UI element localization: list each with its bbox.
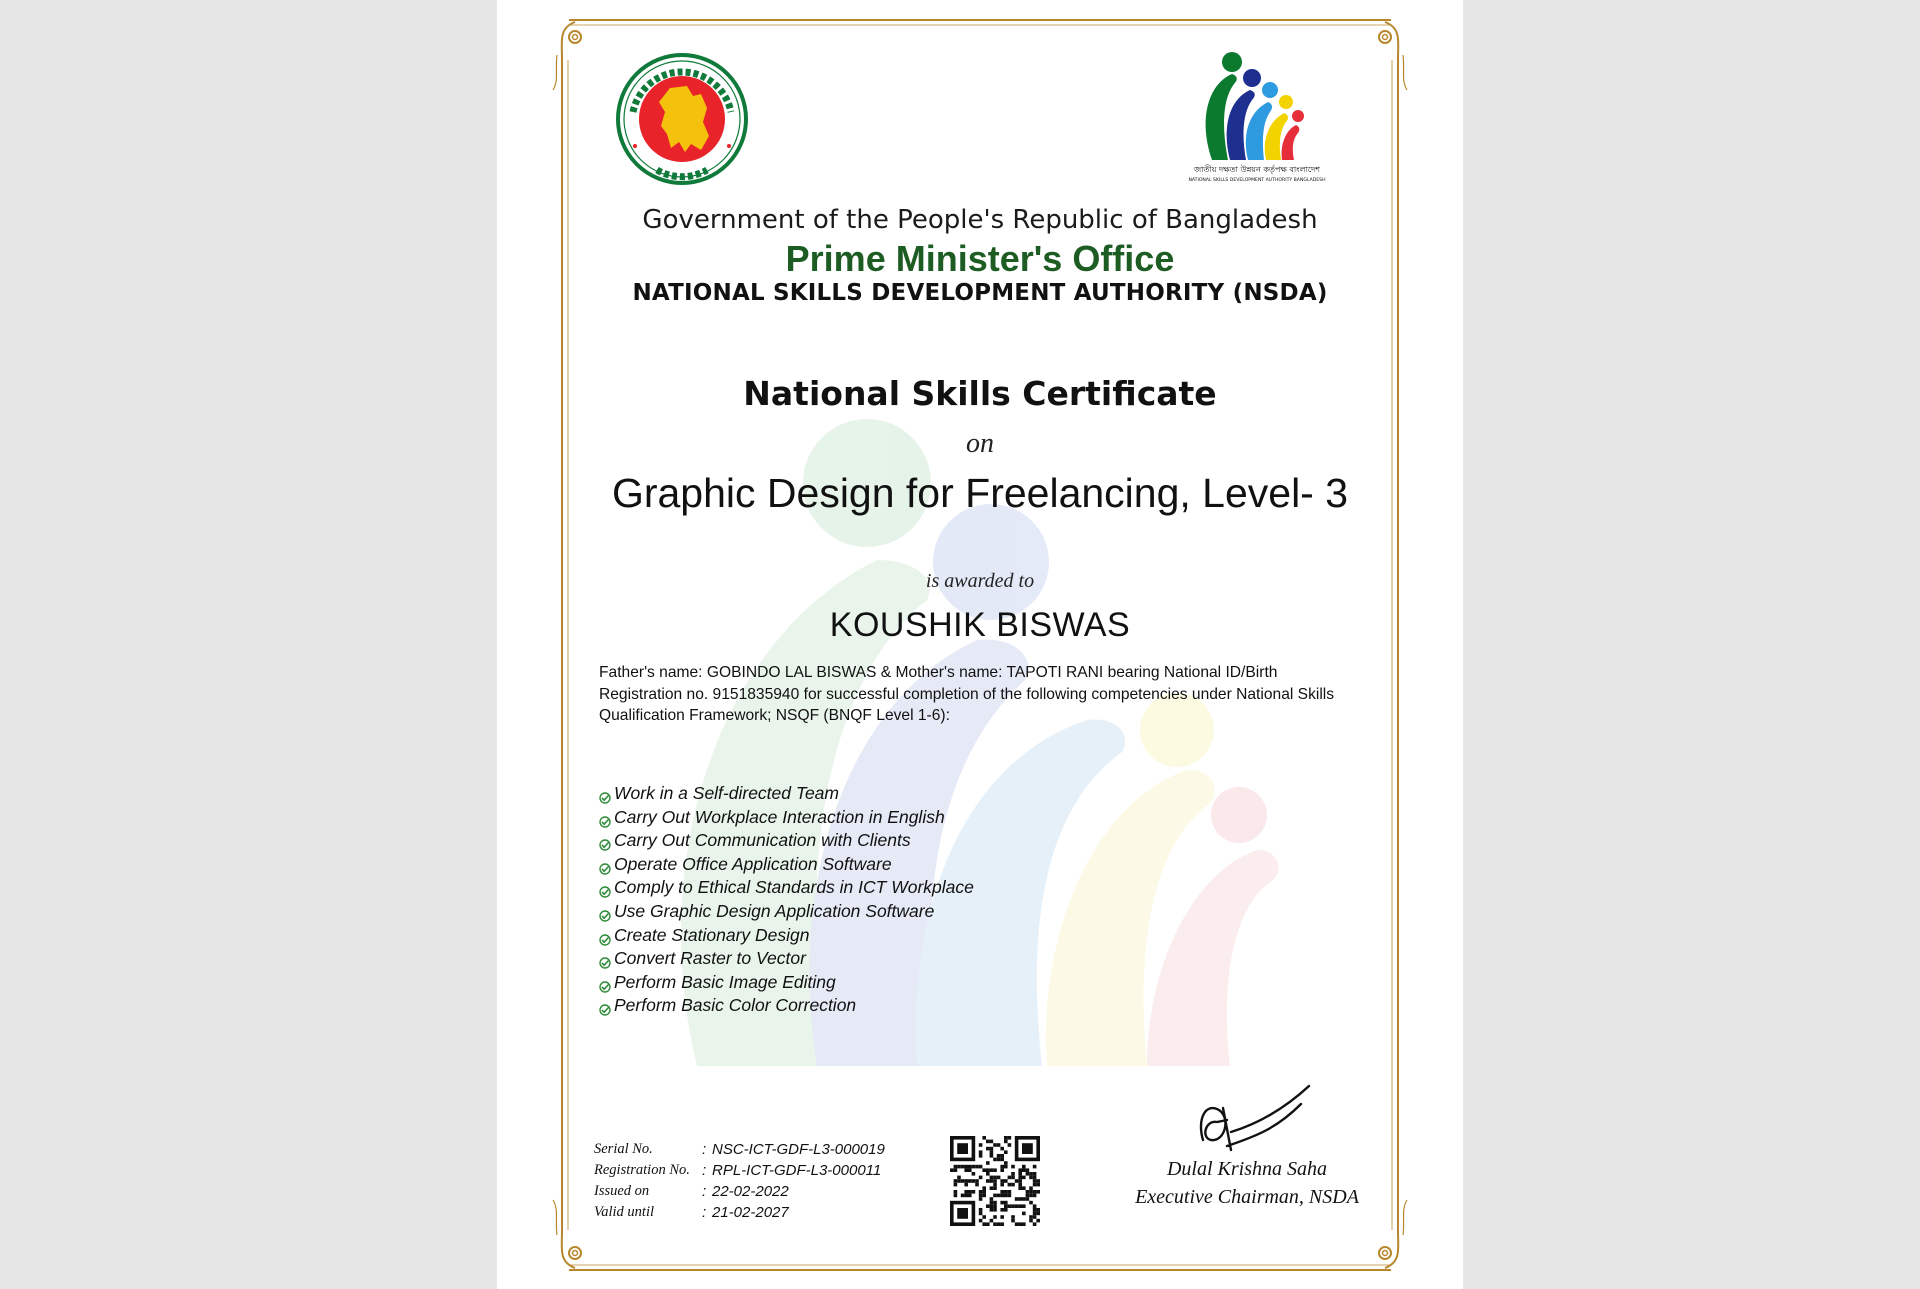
competency-label: Create Stationary Design xyxy=(614,924,810,945)
bangladesh-government-seal-icon xyxy=(615,52,749,186)
certificate-page xyxy=(497,0,1463,1289)
competency-item xyxy=(599,876,974,900)
check-circle-icon xyxy=(599,910,611,922)
on-text: on xyxy=(966,428,994,459)
certificate-title: National Skills Certificate xyxy=(743,374,1217,413)
competency-label: Perform Basic Image Editing xyxy=(614,971,836,992)
serial-label: Serial No. xyxy=(594,1141,653,1157)
check-circle-icon xyxy=(599,957,611,969)
colon: : xyxy=(702,1183,707,1200)
competency-label: Operate Office Application Software xyxy=(614,853,892,874)
awarded-text: is awarded to xyxy=(925,570,1035,592)
competency-item xyxy=(599,924,974,948)
competency-item xyxy=(599,971,974,995)
signatory-title: Executive Chairman, NSDA xyxy=(1135,1186,1359,1208)
issued-label: Issued on xyxy=(594,1183,650,1199)
signature-icon xyxy=(1197,1080,1317,1158)
competency-item xyxy=(599,900,974,924)
authority-heading: NATIONAL SKILLS DEVELOPMENT AUTHORITY (NSDA) xyxy=(632,280,1328,306)
check-circle-icon xyxy=(599,863,611,875)
competency-label: Use Graphic Design Application Software xyxy=(614,900,935,921)
office-heading: Prime Minister's Office xyxy=(785,238,1175,279)
colon: : xyxy=(702,1141,707,1158)
nsda-logo-bangla-text: জাতীয় দক্ষতা উন্নয়ন কর্তৃপক্ষ বাংলাদেশ xyxy=(1193,165,1321,174)
competency-item xyxy=(599,806,974,830)
competency-list xyxy=(599,782,974,1018)
nsda-logo-english-text: NATIONAL SKILLS DEVELOPMENT AUTHORITY BANGLADESH xyxy=(1188,178,1326,183)
competency-item xyxy=(599,947,974,971)
issued-value: 22-02-2022 xyxy=(712,1183,789,1200)
check-circle-icon xyxy=(599,981,611,993)
recipient-name: KOUSHIK BISWAS xyxy=(829,606,1131,644)
check-circle-icon xyxy=(599,1004,611,1016)
competency-label: Convert Raster to Vector xyxy=(614,948,806,969)
signatory-name: Dulal Krishna Saha xyxy=(1166,1158,1328,1180)
competency-item xyxy=(599,782,974,806)
competency-item xyxy=(599,994,974,1018)
valid-value: 21-02-2027 xyxy=(712,1204,789,1221)
competency-label: Comply to Ethical Standards in ICT Workplace xyxy=(614,877,974,898)
check-circle-icon xyxy=(599,792,611,804)
competency-label: Perform Basic Color Correction xyxy=(614,995,857,1016)
recipient-details: Father's name: GOBINDO LAL BISWAS & Mother's name: TAPOTI RANI bearing National ID/Birth Registration no. 9151835940 for successful completion of the following competencies under National Skills Qualification Framework; NSQF (BNQF Level 1-6): xyxy=(599,664,1335,724)
registration-value: RPL-ICT-GDF-L3-000011 xyxy=(712,1162,882,1179)
nsda-people-logo-icon xyxy=(1182,50,1332,186)
competency-label: Carry Out Communication with Clients xyxy=(614,830,911,851)
colon: : xyxy=(702,1204,707,1221)
colon: : xyxy=(702,1162,707,1179)
course-title: Graphic Design for Freelancing, Level- 3 xyxy=(611,470,1349,516)
serial-value: NSC-ICT-GDF-L3-000019 xyxy=(712,1141,885,1158)
competency-item xyxy=(599,853,974,877)
competency-item xyxy=(599,829,974,853)
registration-label: Registration No. xyxy=(594,1162,690,1178)
qr-code-icon[interactable] xyxy=(950,1136,1040,1226)
valid-label: Valid until xyxy=(594,1204,655,1220)
check-circle-icon xyxy=(599,816,611,828)
check-circle-icon xyxy=(599,886,611,898)
competency-label: Carry Out Workplace Interaction in English xyxy=(614,806,945,827)
government-heading: Government of the People's Republic of Bangladesh xyxy=(642,205,1318,235)
check-circle-icon xyxy=(599,934,611,946)
check-circle-icon xyxy=(599,839,611,851)
competency-label: Work in a Self-directed Team xyxy=(614,783,839,803)
